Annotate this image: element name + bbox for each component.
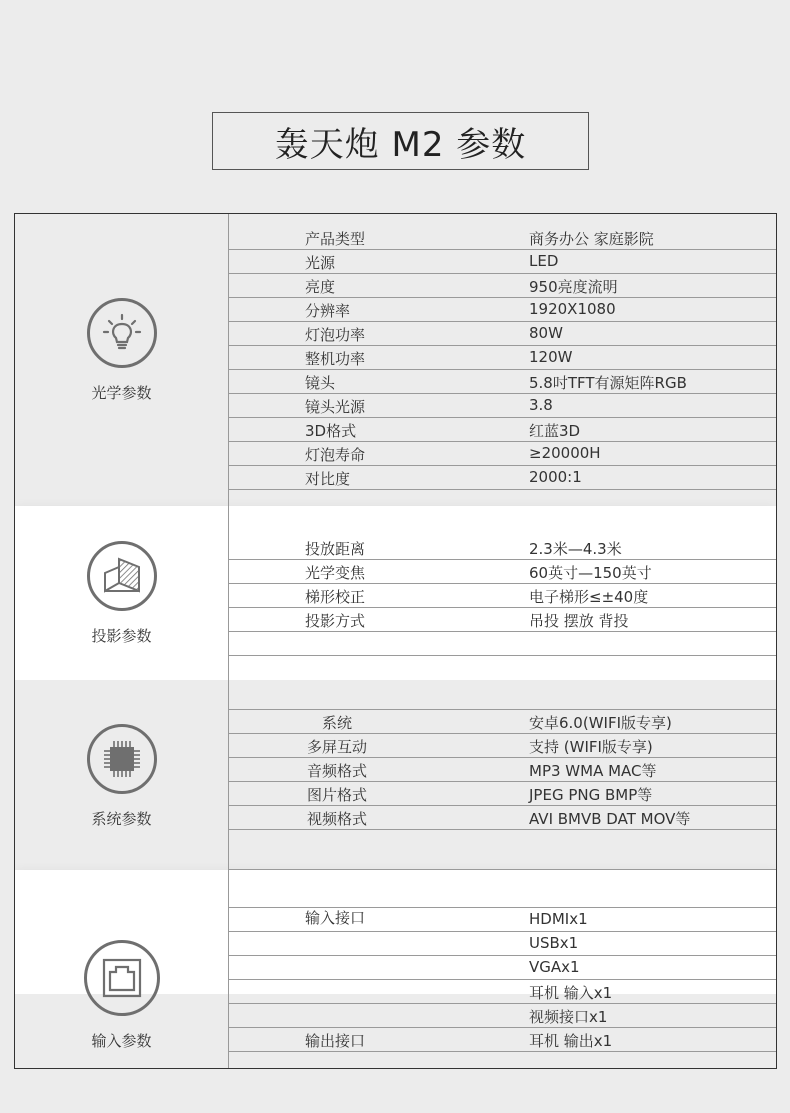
- category-input: [15, 940, 228, 1051]
- table-row: 投放距离 2.3米—4.3米: [229, 536, 776, 560]
- table-row: 光学变焦 60英寸—150英寸: [229, 560, 776, 584]
- table-row: 亮度 950亮度流明: [229, 274, 776, 298]
- table-row: 多屏互动 支持 (WIFI版专享): [229, 734, 776, 758]
- chip-icon: [87, 724, 157, 794]
- category-system: [15, 724, 228, 829]
- table-row: 分辨率 1920X1080: [229, 298, 776, 322]
- table-row: 输出接口 耳机 输出x1: [229, 1028, 776, 1052]
- table-row: 音频格式 MP3 WMA MAC等: [229, 758, 776, 782]
- row-divider: [229, 869, 776, 870]
- table-row: 镜头光源 3.8: [229, 394, 776, 418]
- table-row: 耳机 输入x1: [229, 980, 776, 1004]
- lightbulb-icon: [87, 298, 157, 368]
- row-divider: [229, 489, 776, 490]
- row-divider: [229, 907, 776, 908]
- table-row: USBx1: [229, 932, 776, 956]
- category-label-optical: 光学参数: [91, 384, 152, 402]
- table-row: 视频格式 AVI BMVB DAT MOV等: [229, 806, 776, 830]
- table-row: 光源 LED: [229, 250, 776, 274]
- table-row: 整机功率 120W: [229, 346, 776, 370]
- table-row: 投影方式 吊投 摆放 背投: [229, 608, 776, 632]
- category-label-projection: 投影参数: [91, 627, 152, 645]
- table-row: 3D格式 红蓝3D: [229, 418, 776, 442]
- table-row: 系统 安卓6.0(WIFI版专享): [229, 710, 776, 734]
- ethernet-port-icon: [84, 940, 160, 1016]
- table-row: 输入接口 HDMIx1: [229, 908, 776, 932]
- table-row: 灯泡功率 80W: [229, 322, 776, 346]
- category-label-input: 输入参数: [91, 1032, 152, 1050]
- category-optical: [15, 298, 228, 403]
- category-label-system: 系统参数: [91, 810, 152, 828]
- table-row: 视频接口x1: [229, 1004, 776, 1028]
- page-title: 轰天炮 M2 参数: [212, 112, 589, 170]
- spec-table: [14, 213, 777, 1069]
- table-row: 灯泡寿命 ≥20000H: [229, 442, 776, 466]
- row-divider: [229, 655, 776, 656]
- table-row: 梯形校正 电子梯形≤±40度: [229, 584, 776, 608]
- table-row: 图片格式 JPEG PNG BMP等: [229, 782, 776, 806]
- table-row: 产品类型 商务办公 家庭影院: [229, 226, 776, 250]
- projection-screen-icon: [87, 541, 157, 611]
- table-row: 镜头 5.8吋TFT有源矩阵RGB: [229, 370, 776, 394]
- category-projection: [15, 541, 228, 646]
- table-row: 对比度 2000:1: [229, 466, 776, 490]
- table-row: VGAx1: [229, 956, 776, 980]
